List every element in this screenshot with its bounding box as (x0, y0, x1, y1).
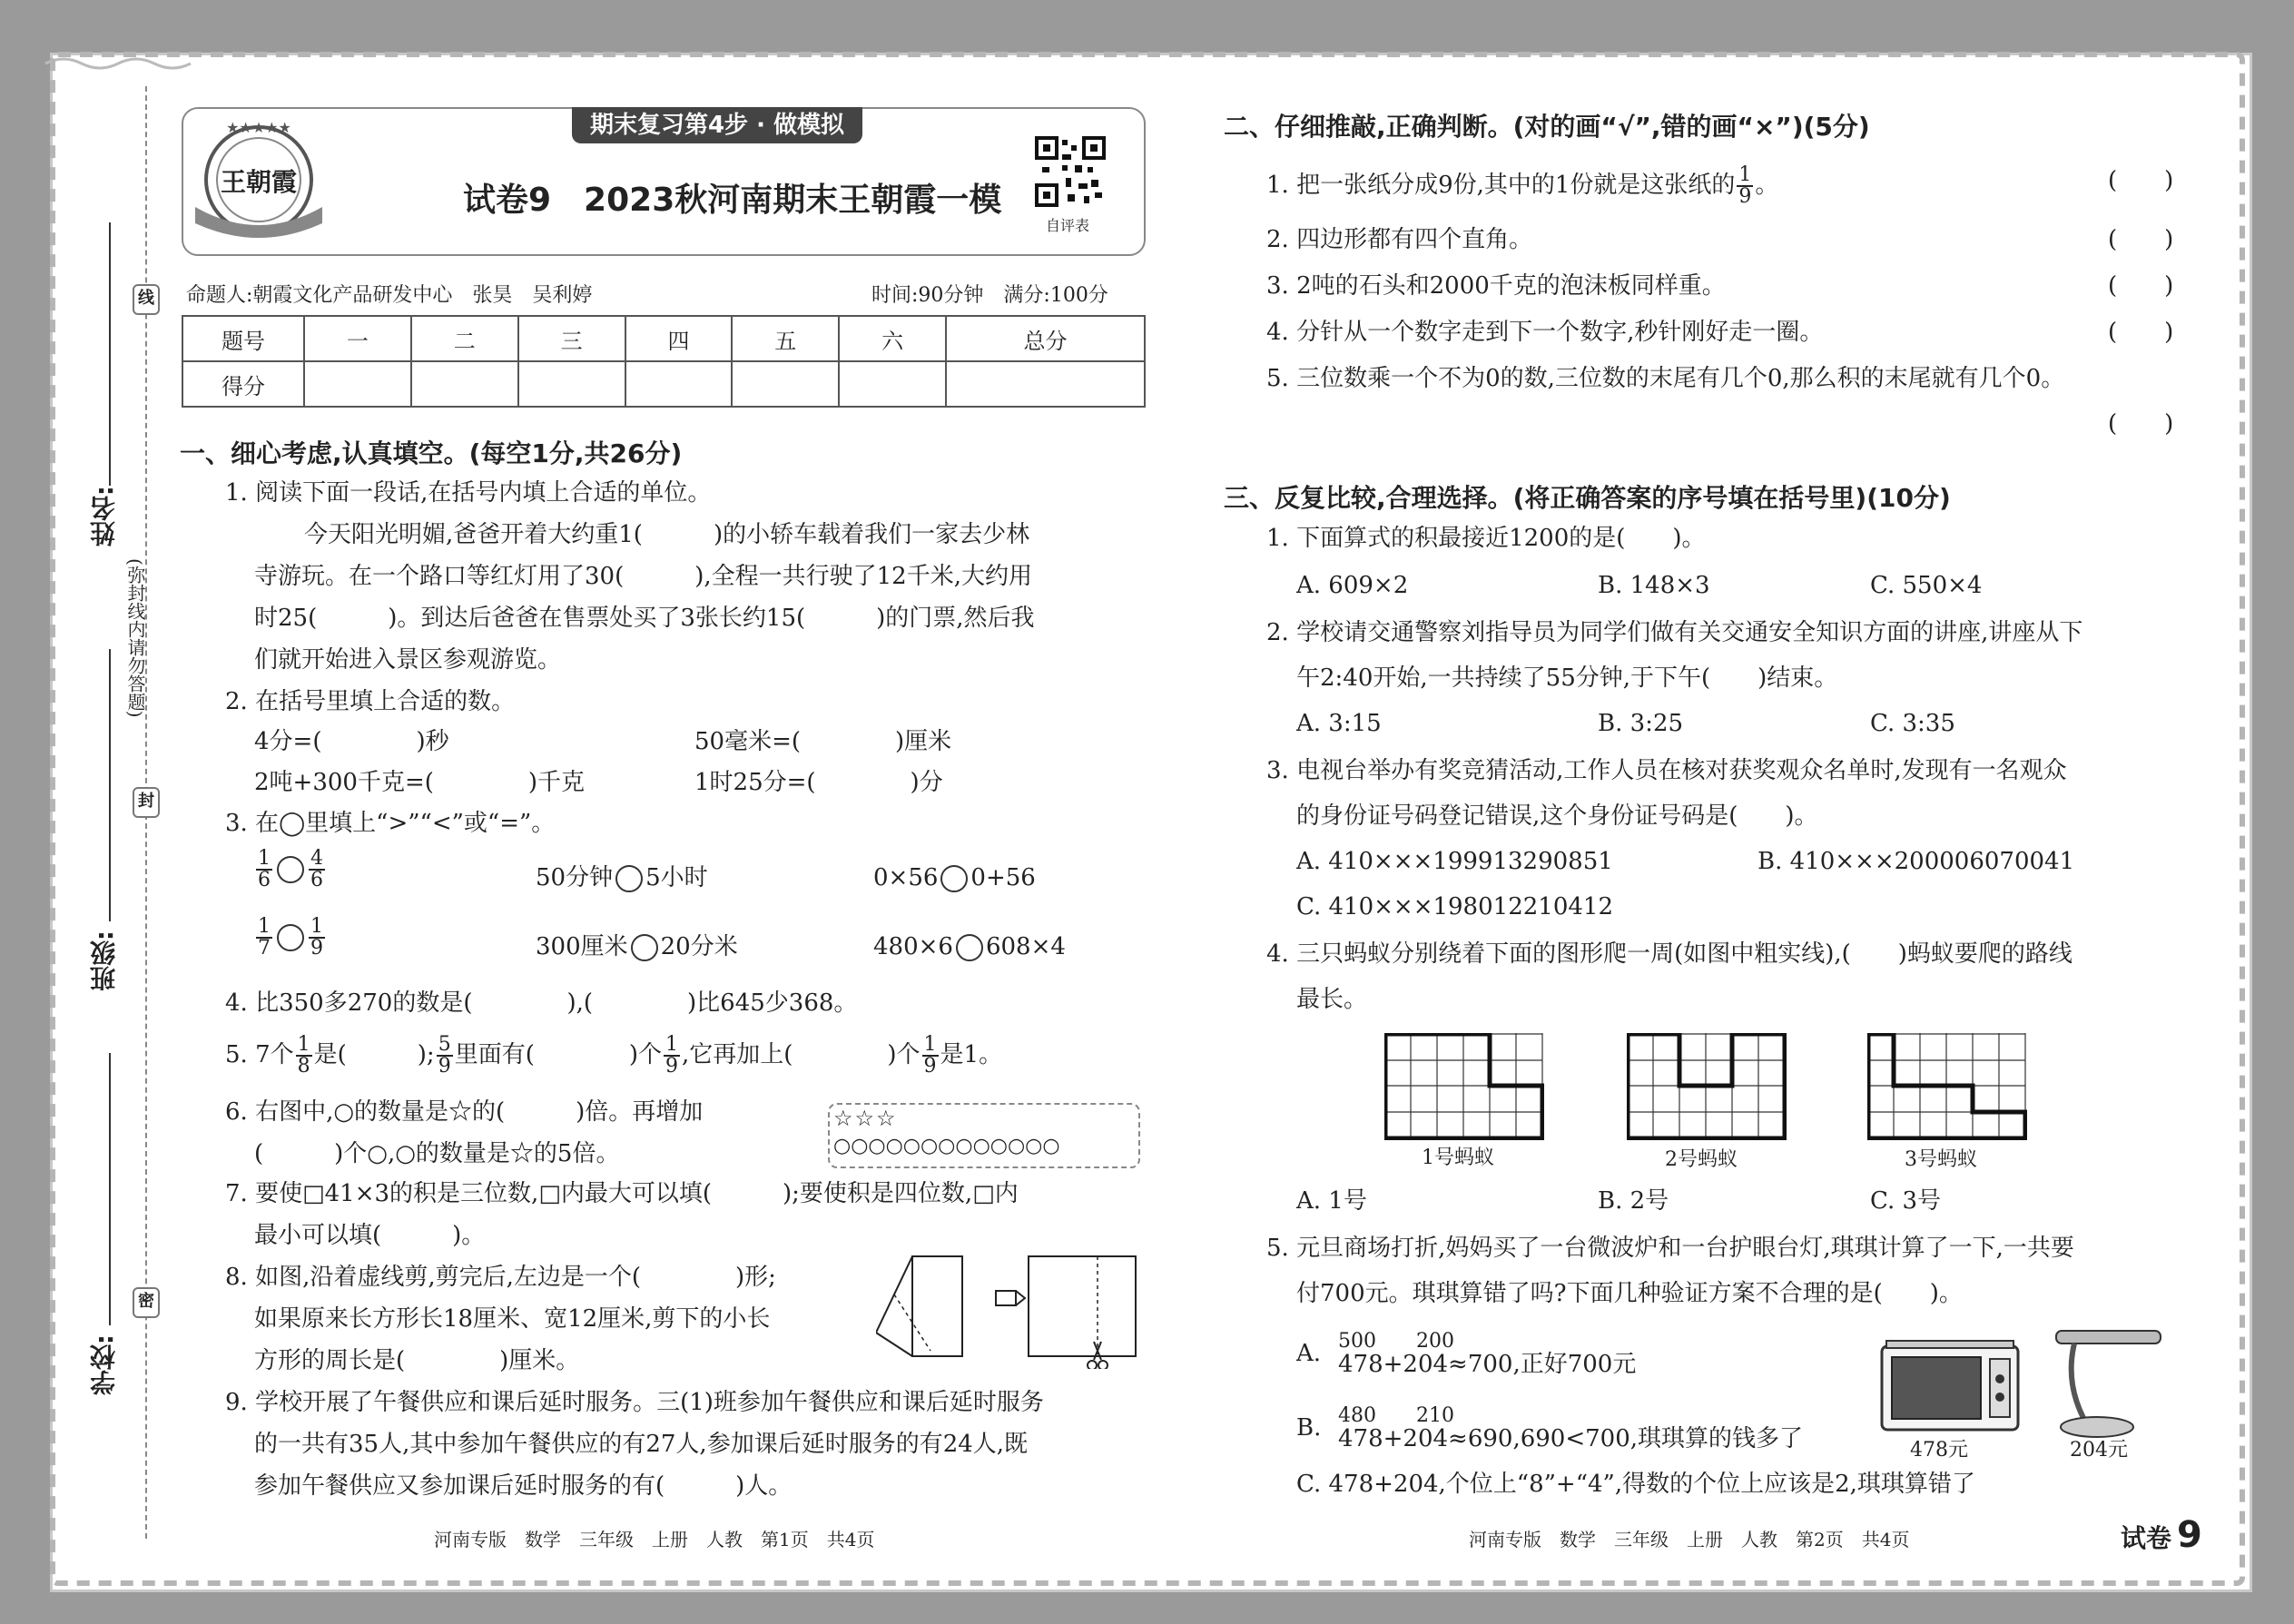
s3-q2-a: A. 3:15 (1296, 710, 1382, 737)
authors: 命题人:朝霞文化产品研发中心 张昊 吴利婷 (186, 284, 593, 307)
answer-paren[interactable]: ( ) (2108, 319, 2174, 346)
fraction: $\frac{1}{9}$ (310, 915, 323, 960)
school-line (109, 1053, 111, 1325)
answer-paren[interactable]: ( ) (2108, 272, 2174, 300)
s1-q1-line4: 们就开始进入景区参观游览。 (254, 646, 562, 674)
section2-title: 二、仔细推敲,正确判断。(对的画“√”,错的画“×”)(5分) (1224, 112, 1870, 142)
s2-q1: 1. 把一张纸分成9份,其中的1份就是这张纸的 $\frac{1}{9}$ 。 (1266, 163, 1779, 208)
s1-q6-line2: ( )个○,○的数量是☆的5倍。 (254, 1140, 620, 1167)
s1-q2-c: 2吨+300千克=( )千克 (254, 769, 586, 796)
time-score: 时间:90分钟 满分:100分 (871, 284, 1108, 307)
s3-q1-c: C. 550×4 (1870, 572, 1983, 599)
compare-circle[interactable] (277, 924, 304, 951)
score-header-cell: 六 (839, 316, 946, 361)
s3-q1-b: B. 148×3 (1598, 572, 1710, 599)
microwave-icon (1877, 1339, 2023, 1439)
logo (191, 116, 327, 243)
score-header-cell: 一 (304, 316, 411, 361)
s3-q5-b-label: B. (1296, 1414, 1322, 1442)
qr-label: 自评表 (1046, 217, 1090, 234)
s3-q5-b: 478+204≈690,690<700,琪琪算的钱多了 (1338, 1425, 1804, 1452)
s2-q3: 3. 2吨的石头和2000千克的泡沫板同样重。 (1266, 272, 1726, 300)
fraction: $\frac{4}{6}$ (310, 847, 323, 891)
s3-q5-line1: 5. 元旦商场打折,妈妈买了一台微波炉和一台护眼台灯,琪琪计算了一下,一共要 (1266, 1235, 2074, 1262)
s1-q4: 4. 比350多270的数是( ),( )比645少368。 (225, 989, 858, 1017)
logo-text: 王朝霞 (220, 167, 298, 197)
score-table (182, 315, 1146, 408)
score-row-label: 得分 (182, 361, 304, 407)
s1-q7-line1: 7. 要使□41×3的积是三位数,□内最大可以填( );要使积是四位数,□内 (225, 1180, 1019, 1207)
s1-q8-line3: 方形的周长是( )厘米。 (254, 1347, 580, 1374)
s2-q4: 4. 分针从一个数字走到下一个数字,秒针刚好走一圈。 (1266, 319, 1824, 346)
banner: 期末复习第4步 · 做模拟 (572, 107, 862, 143)
s3-q5-a-top: 500 200 (1338, 1330, 1454, 1353)
s1-q2-a: 4分=( )秒 (254, 728, 449, 755)
fraction: $\frac{1}{9}$ (923, 1033, 937, 1078)
s1-q3: 3. 在◯里填上“>”“<”或“=”。 (225, 810, 556, 837)
s3-q4-line2: 最长。 (1296, 986, 1368, 1013)
s1-q9-line1: 9. 学校开展了午餐供应和课后延时服务。三(1)班参加午餐供应和课后延时服务 (225, 1389, 1044, 1416)
compare-circle[interactable] (940, 865, 968, 892)
exam-title: 试卷9 2023秋河南期末王朝霞一模 (463, 182, 1002, 219)
footer-left: 河南专版 数学 三年级 上册 人教 第1页 共4页 (434, 1529, 875, 1550)
score-cell[interactable] (625, 361, 733, 407)
price-lamp: 204元 (2070, 1439, 2128, 1462)
s3-q5-line2: 付700元。琪琪算错了吗?下面几种验证方案不合理的是( )。 (1296, 1280, 1963, 1307)
s3-q2-b: B. 3:25 (1598, 710, 1684, 737)
compare-circle[interactable] (615, 865, 643, 892)
fraction: $\frac{1}{6}$ (258, 847, 271, 891)
compare-circle[interactable] (631, 934, 658, 961)
s1-q8-line1: 8. 如图,沿着虚线剪,剪完后,左边是一个( )形; (225, 1264, 776, 1291)
s1-q5: 5. 7个 $\frac{1}{8}$ 是( ); $\frac{5}{9}$ 里面有( )个 $\frac{1}{9}$ ,它再加上( )个 $\frac{1}{9}$ 是1。 (225, 1033, 1003, 1078)
s3-q5-a: 478+204≈700,正好700元 (1338, 1351, 1637, 1378)
fraction: $\frac{5}{9}$ (438, 1033, 451, 1078)
s3-q5-a-label: A. (1296, 1340, 1322, 1367)
stars: ☆☆☆ (833, 1106, 898, 1131)
tag-feng: 封 (133, 787, 160, 818)
score-header-cell: 三 (518, 316, 625, 361)
s3-q1: 1. 下面算式的积最接近1200的是( )。 (1266, 525, 1706, 552)
s2-q5: 5. 三位数乘一个不为0的数,三位数的末尾有几个0,那么积的末尾就有几个0。 (1266, 365, 2065, 392)
ant-grid-3 (1867, 1033, 2027, 1140)
s3-q4-b: B. 2号 (1598, 1187, 1669, 1215)
s3-q2-c: C. 3:35 (1870, 710, 1955, 737)
s1-q9-line2: 的一共有35人,其中参加午餐供应的有27人,参加课后延时服务的有24人,既 (254, 1431, 1029, 1458)
s1-q2-d: 1时25分=( )分 (694, 769, 943, 796)
s3-q4-c: C. 3号 (1870, 1187, 1942, 1215)
answer-paren[interactable]: ( ) (2108, 167, 2174, 194)
s3-q4-a: A. 1号 (1296, 1187, 1367, 1215)
s3-q3-a: A. 410×××199913290851 (1296, 848, 1613, 875)
ant-grid-1 (1384, 1033, 1544, 1140)
tag-mi: 密 (133, 1287, 160, 1318)
s1-q6-line1: 6. 右图中,○的数量是☆的( )倍。再增加 (225, 1098, 704, 1126)
circles: ○○○○○○○○○○○○○ (833, 1135, 1060, 1157)
s1-q3-c: 0×56 0+56 (873, 864, 1036, 891)
s1-q9-line3: 参加午餐供应又参加课后延时服务的有( )人。 (254, 1472, 793, 1500)
s3-q2-line2: 午2:40开始,一共持续了55分钟,于下午( )结束。 (1296, 664, 1838, 692)
school-label: 学校: (89, 1334, 119, 1396)
answer-paren[interactable]: ( ) (2108, 410, 2174, 438)
fraction: $\frac{1}{8}$ (297, 1033, 310, 1078)
class-line (109, 649, 111, 921)
fraction: $\frac{1}{7}$ (258, 915, 271, 960)
name-label: 姓名: (89, 486, 119, 547)
score-header-cell: 二 (411, 316, 518, 361)
paper-label: 试卷 9 (2121, 1514, 2202, 1556)
s3-q3-line2: 的身份证号码登记错误,这个身份证号码是( )。 (1296, 802, 1818, 830)
s1-q2: 2. 在括号里填上合适的数。 (225, 688, 516, 715)
s3-q4-line1: 4. 三只蚂蚁分别绕着下面的图形爬一周(如图中粗实线),( )蚂蚁要爬的路线 (1266, 940, 2072, 968)
score-header-cell: 五 (732, 316, 839, 361)
compare-circle[interactable] (277, 856, 304, 883)
footer-right: 河南专版 数学 三年级 上册 人教 第2页 共4页 (1469, 1529, 1910, 1550)
score-cell[interactable] (304, 361, 411, 407)
svg-text:★★★★★: ★★★★★ (226, 119, 291, 136)
s3-q3-c: C. 410×××198012210412 (1296, 893, 1613, 920)
section3-title: 三、反复比较,合理选择。(将正确答案的序号填在括号里)(10分) (1224, 483, 1951, 513)
s1-q1-line3: 时25( )。到达后爸爸在售票处买了3张长约15( )的门票,然后我 (254, 605, 1035, 632)
score-header-cell: 题号 (182, 316, 304, 361)
class-label: 班级: (89, 930, 119, 992)
tag-xian: 线 (133, 284, 160, 315)
compare-circle[interactable] (956, 934, 983, 961)
s3-q2-line1: 2. 学校请交通警察刘指导员为同学们做有关交通安全知识方面的讲座,讲座从下 (1266, 619, 2083, 646)
section1-title: 一、细心考虑,认真填空。(每空1分,共26分) (180, 438, 683, 468)
s2-q2: 2. 四边形都有四个直角。 (1266, 226, 1533, 253)
ant1-label: 1号蚂蚁 (1422, 1147, 1494, 1169)
s1-q7-line2: 最小可以填( )。 (254, 1222, 486, 1249)
name-line (109, 222, 111, 486)
s1-q8-line2: 如果原来长方形长18厘米、宽12厘米,剪下的小长 (254, 1305, 771, 1333)
seal-note: (弥封线内请勿答题) (124, 558, 146, 718)
s1-q1-line2: 寺游玩。在一个路口等红灯用了30( ),全程一共行驶了12千米,大约用 (254, 563, 1032, 590)
fraction: $\frac{1}{9}$ (1738, 163, 1752, 208)
s3-q5-c: C. 478+204,个位上“8”+“4”,得数的个位上应该是2,琪琪算错了 (1296, 1471, 1975, 1498)
score-cell[interactable] (411, 361, 518, 407)
qr-code-icon (1035, 136, 1106, 207)
s1-q3-f: 480×6 608×4 (873, 933, 1066, 960)
s1-q3-e: 300厘米 20分米 (536, 933, 738, 960)
s1-q3-d (254, 917, 327, 959)
cut-diagram (876, 1251, 1148, 1369)
ant-grid-2 (1627, 1033, 1787, 1140)
price-microwave: 478元 (1910, 1439, 1968, 1462)
s3-q5-b-top: 480 210 (1338, 1404, 1454, 1427)
s3-q1-a: A. 609×2 (1296, 572, 1409, 599)
ant2-label: 2号蚂蚁 (1665, 1148, 1738, 1171)
s1-q3-a (254, 849, 327, 891)
ant3-label: 3号蚂蚁 (1905, 1148, 1977, 1171)
score-header-cell: 四 (625, 316, 733, 361)
score-header-cell: 总分 (946, 316, 1145, 361)
lamp-icon (2047, 1327, 2165, 1441)
s1-q1: 1. 阅读下面一段话,在括号内填上合适的单位。 (225, 479, 712, 507)
s1-q2-b: 50毫米=( )厘米 (694, 728, 952, 755)
s3-q3-line1: 3. 电视台举办有奖竞猜活动,工作人员在核对获奖观众名单时,发现有一名观众 (1266, 757, 2067, 784)
s1-q1-line1: 今天阳光明媚,爸爸开着大约重1( )的小轿车载着我们一家去少林 (304, 521, 1030, 548)
score-cell[interactable] (518, 361, 625, 407)
s3-q3-b: B. 410×××200006070041 (1757, 848, 2075, 875)
fraction: $\frac{1}{9}$ (665, 1033, 678, 1078)
score-cell[interactable] (946, 361, 1145, 407)
s1-q3-b: 50分钟 5小时 (536, 864, 708, 891)
score-cell[interactable] (839, 361, 946, 407)
answer-paren[interactable]: ( ) (2108, 226, 2174, 253)
score-cell[interactable] (732, 361, 839, 407)
